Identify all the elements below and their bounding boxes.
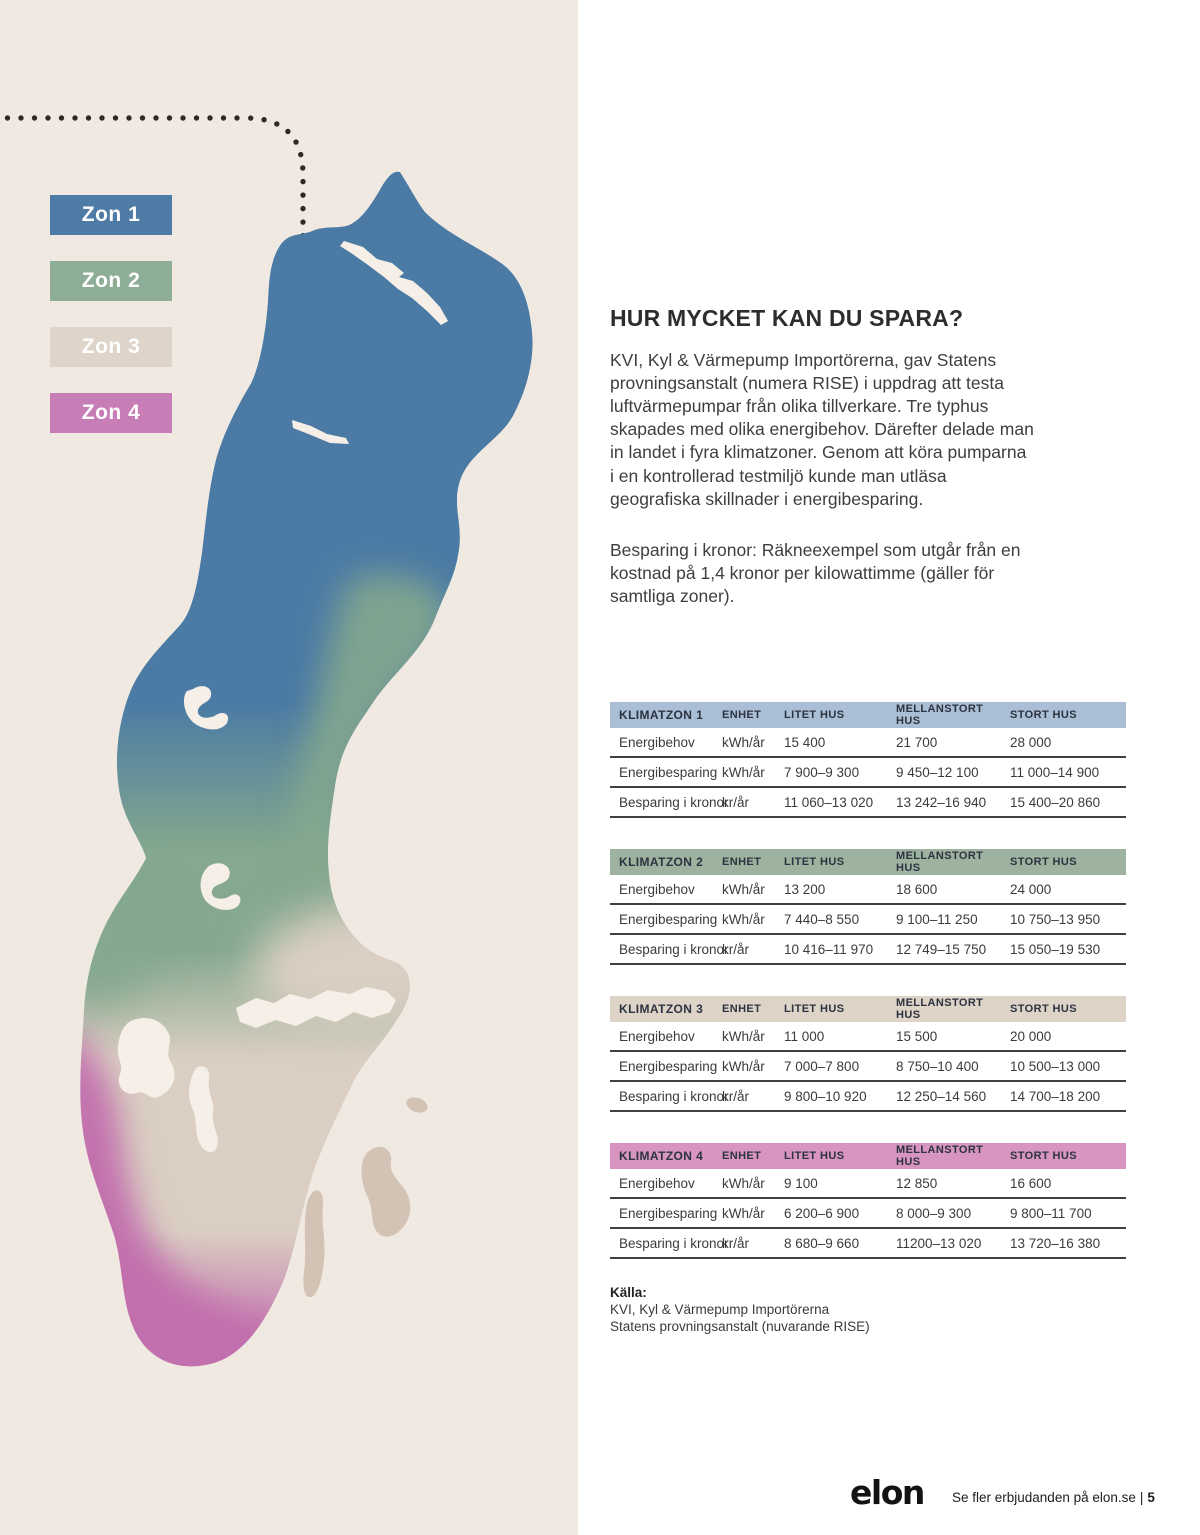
row-label: Energibehov	[619, 1175, 695, 1191]
table-row	[610, 875, 1126, 905]
legend-item-zon-3	[50, 327, 172, 367]
table-cell: 15 400	[784, 734, 826, 750]
climate-zone-table	[610, 996, 1126, 1112]
table-column-header: MELLANSTORT HUS	[896, 1144, 984, 1168]
table-cell: 13 720–16 380	[1010, 1235, 1101, 1251]
table-cell: 12 850	[896, 1175, 938, 1191]
legend-item-zon-1	[50, 195, 172, 235]
row-label: Energibesparing	[619, 764, 718, 780]
table-column-header: MELLANSTORT HUS	[896, 850, 984, 874]
table-header-row	[610, 849, 1126, 875]
legend-item-zon-4	[50, 393, 172, 433]
table-header-row	[610, 702, 1126, 728]
climate-zone-table	[610, 849, 1126, 965]
table-cell: 20 000	[1010, 1028, 1052, 1044]
table-column-header: ENHET	[722, 709, 762, 721]
row-label: Besparing i kronor	[619, 1088, 729, 1104]
table-body	[610, 1022, 1126, 1112]
source-line-1: KVI, Kyl & Värmepump Importörerna	[610, 1302, 830, 1317]
table-cell: 8 750–10 400	[896, 1058, 979, 1074]
table-cell: 28 000	[1010, 734, 1052, 750]
table-cell: 16 600	[1010, 1175, 1052, 1191]
table-column-header: ENHET	[722, 1150, 762, 1162]
table-row	[610, 935, 1126, 965]
page-title: HUR MYCKET KAN DU SPARA?	[610, 305, 964, 332]
table-cell: 13 242–16 940	[896, 794, 987, 810]
table-cell: kWh/år	[722, 881, 765, 897]
table-cell: 11 000	[784, 1028, 825, 1044]
table-column-header: LITET HUS	[784, 1003, 845, 1015]
table-cell: kWh/år	[722, 764, 765, 780]
table-row	[610, 1082, 1126, 1112]
table-cell: kr/år	[722, 794, 749, 810]
row-label: Energibesparing	[619, 911, 718, 927]
table-row	[610, 1052, 1126, 1082]
table-cell: kWh/år	[722, 734, 765, 750]
table-cell: 18 600	[896, 881, 938, 897]
table-cell: kWh/år	[722, 1205, 765, 1221]
table-body	[610, 728, 1126, 818]
table-cell: 6 200–6 900	[784, 1205, 860, 1221]
table-row	[610, 1229, 1126, 1259]
table-row	[610, 788, 1126, 818]
table-cell: 15 400–20 860	[1010, 794, 1101, 810]
table-cell: 12 749–15 750	[896, 941, 987, 957]
footer-tagline-text: Se fler erbjudanden på elon.se	[952, 1490, 1136, 1505]
table-cell: 15 050–19 530	[1010, 941, 1101, 957]
page-number: 5	[1147, 1490, 1155, 1505]
climate-zone-tables	[610, 702, 1126, 1290]
table-cell: 24 000	[1010, 881, 1052, 897]
island-small	[404, 1095, 429, 1116]
table-cell: kWh/år	[722, 1058, 765, 1074]
table-cell: 9 100	[784, 1175, 818, 1191]
table-row	[610, 758, 1126, 788]
source-note	[610, 1284, 870, 1335]
table-cell: 9 100–11 250	[896, 911, 978, 927]
savings-note-paragraph: Besparing i kronor: Räkneexempel som utgår från en kostnad på 1,4 kronor per kilowattimme (gäller för samtliga zoner).	[610, 539, 1021, 606]
table-cell: 11 060–13 020	[784, 794, 874, 810]
table-column-header: STORT HUS	[1010, 856, 1077, 868]
table-cell: 9 800–11 700	[1010, 1205, 1092, 1221]
table-cell: 7 000–7 800	[784, 1058, 860, 1074]
table-row	[610, 1169, 1126, 1199]
table-column-header: LITET HUS	[784, 709, 845, 721]
table-title: KLIMATZON 1	[619, 708, 704, 722]
table-row	[610, 728, 1126, 758]
island-gotland	[362, 1147, 411, 1237]
table-cell: 10 500–13 000	[1010, 1058, 1101, 1074]
table-cell: 12 250–14 560	[896, 1088, 987, 1104]
table-cell: 15 500	[896, 1028, 938, 1044]
table-cell: 7 900–9 300	[784, 764, 860, 780]
table-cell: kWh/år	[722, 1028, 765, 1044]
table-column-header: STORT HUS	[1010, 709, 1077, 721]
legend-item-zon-2	[50, 261, 172, 301]
row-label: Energibehov	[619, 881, 695, 897]
source-line-2: Statens provningsanstalt (nuvarande RISE)	[610, 1319, 870, 1334]
table-cell: 11 000–14 900	[1010, 764, 1100, 780]
legend-item-label: Zon 1	[81, 203, 141, 226]
table-row	[610, 1199, 1126, 1229]
table-cell: 10 416–11 970	[784, 941, 874, 957]
footer-tagline	[952, 1490, 1155, 1505]
table-cell: 9 800–10 920	[784, 1088, 867, 1104]
table-header-row	[610, 1143, 1126, 1169]
row-label: Energibesparing	[619, 1058, 718, 1074]
zone-legend	[50, 195, 172, 459]
row-label: Besparing i kronor	[619, 1235, 729, 1251]
table-cell: 11200–13 020	[896, 1235, 982, 1251]
table-body	[610, 1169, 1126, 1259]
table-row	[610, 1022, 1126, 1052]
intro-paragraph: KVI, Kyl & Värmepump Importörerna, gav Statens provningsanstalt (numera RISE) i uppdrag att testa luftvärmepumpar från olika tillverkare. Tre typhus skapades med olika energibehov. Därefter delade man in landet i fyra klimatzoner. Genom att köra pumparna i en kontrollerad testmiljö kunde man utläsa geografiska skillnader i energibesparing.	[610, 349, 1034, 509]
table-cell: kWh/år	[722, 911, 765, 927]
map-panel	[0, 0, 578, 1535]
table-row	[610, 905, 1126, 935]
elon-logo: elon	[850, 1473, 924, 1512]
row-label: Energibehov	[619, 1028, 695, 1044]
table-cell: 7 440–8 550	[784, 911, 860, 927]
table-column-header: LITET HUS	[784, 856, 845, 868]
legend-item-label: Zon 4	[81, 401, 141, 424]
table-cell: 8 680–9 660	[784, 1235, 860, 1251]
table-cell: kWh/år	[722, 1175, 765, 1191]
island-oland	[303, 1190, 324, 1297]
table-title: KLIMATZON 4	[619, 1149, 704, 1163]
table-header-row	[610, 996, 1126, 1022]
footer-separator: |	[1139, 1490, 1144, 1505]
legend-item-label: Zon 3	[81, 335, 141, 358]
row-label: Besparing i kronor	[619, 941, 729, 957]
table-cell: 21 700	[896, 734, 938, 750]
table-column-header: LITET HUS	[784, 1150, 845, 1162]
table-column-header: STORT HUS	[1010, 1150, 1077, 1162]
table-cell: kr/år	[722, 1088, 749, 1104]
table-title: KLIMATZON 3	[619, 1002, 704, 1016]
table-title: KLIMATZON 2	[619, 855, 704, 869]
row-label: Energibehov	[619, 734, 695, 750]
climate-zone-table	[610, 702, 1126, 818]
table-column-header: ENHET	[722, 1003, 762, 1015]
source-label: Källa:	[610, 1285, 647, 1300]
table-column-header: STORT HUS	[1010, 1003, 1077, 1015]
table-column-header: MELLANSTORT HUS	[896, 703, 984, 727]
table-column-header: ENHET	[722, 856, 762, 868]
table-cell: kr/år	[722, 941, 749, 957]
table-cell: 9 450–12 100	[896, 764, 979, 780]
row-label: Energibesparing	[619, 1205, 718, 1221]
table-cell: 10 750–13 950	[1010, 911, 1101, 927]
climate-zone-table	[610, 1143, 1126, 1259]
table-body	[610, 875, 1126, 965]
table-cell: 14 700–18 200	[1010, 1088, 1101, 1104]
table-cell: 13 200	[784, 881, 826, 897]
legend-item-label: Zon 2	[81, 269, 141, 292]
table-cell: 8 000–9 300	[896, 1205, 972, 1221]
table-column-header: MELLANSTORT HUS	[896, 997, 984, 1021]
table-cell: kr/år	[722, 1235, 749, 1251]
row-label: Besparing i kronor	[619, 794, 729, 810]
lake-vanern	[118, 1018, 175, 1098]
